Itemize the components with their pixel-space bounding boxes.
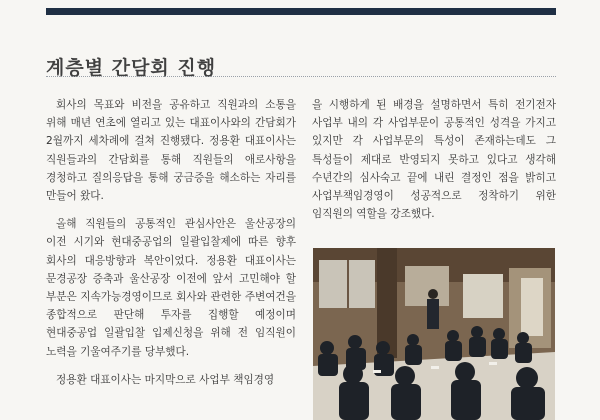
article-column-right: [312, 96, 556, 233]
title-divider: [46, 76, 556, 77]
paragraph: 정용환 대표이사는 마지막으로 사업부 책임경영: [56, 373, 275, 386]
paragraph: 을 시행하게 된 배경을 설명하면서 특히 전기전자 사업부 내의 각 사업부문이 공통적인 성격을 가지고 있지만 각 사업부문의 특성이 존재하는데도 그 특성들이 제대로 반영되지 못하고 있다고 생각해 수년간의 심사숙고 끝에 내린 결정인 점을 밝히고 사업부책임경영이 성공적으로 정착하기 위한 임직원의 역할을 강조했다.: [312, 99, 556, 221]
meeting-photo: [313, 248, 555, 420]
meeting-photo-illustration: [313, 248, 555, 420]
page-title: 계층별 간담회 진행: [46, 56, 217, 79]
paragraph: 올해 직원들의 공통적인 관심사안은 울산공장의 이전 시기와 현대중공업의 일괄입찰제에 따른 향후 회사의 대응방향과 복안이었다. 정용환 대표이사는 문경공장 증축과 울산공장 이전에 앞서 고민해야 할 부분은 지속가능경영이므로 회사와 관련한 주변여건을 종합적으로 판단해 투자를 집행할 예정이며 현대중공업 일괄입찰 입제신청을 위해 전 임직원이 노력을 기울여주기를 당부했다.: [46, 218, 296, 358]
article-column-left: [46, 96, 296, 399]
paragraph: 회사의 목표와 비전을 공유하고 직원과의 소통을 위해 매년 연초에 열리고 있는 대표이사와의 간담회가 2월까지 세차례에 걸쳐 진행됐다. 정용환 대표이사는 직원들과의 간담회를 통해 직원들의 애로사항을 경청하고 질의응답을 통해 궁금증을 해소하는 자리를 만들어 왔다.: [46, 99, 296, 203]
header-rule: [46, 8, 556, 15]
